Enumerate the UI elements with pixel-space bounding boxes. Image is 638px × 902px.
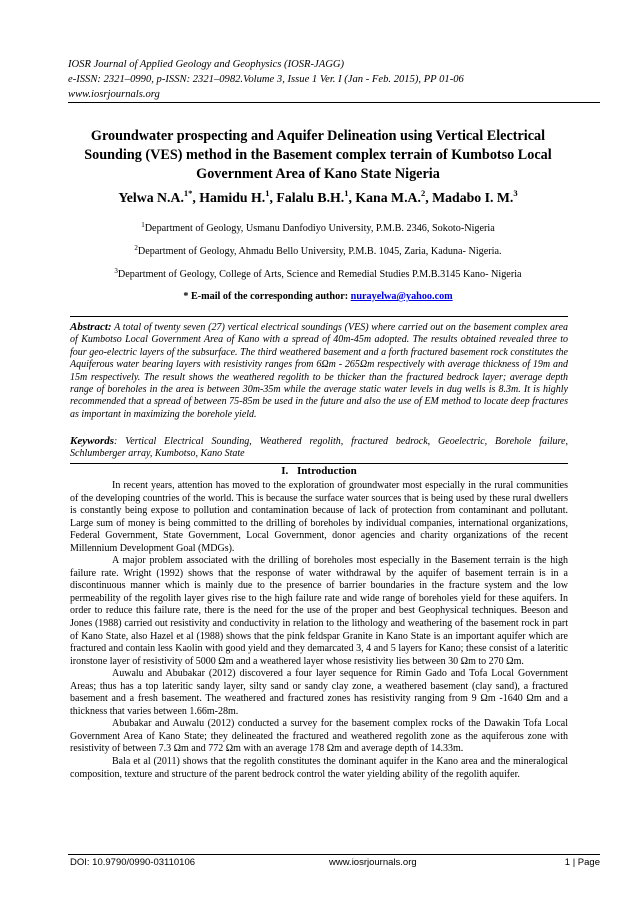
author-list [70,188,566,206]
affiliation-3 [70,267,566,280]
header-divider [68,102,600,103]
journal-name: IOSR Journal of Applied Geology and Geophysics (IOSR-JAGG) [68,59,345,70]
author-name: Yelwa N.A. [118,190,184,205]
paper-title: Groundwater prospecting and Aquifer Delineation using Vertical Electrical Sounding (VES) method in the Basement complex terrain of Kumbotso Local Government Area of Kano State Nigeria [84,128,552,182]
affiliation-marker: 2 [134,244,138,252]
author-separator: , [348,190,356,205]
footer-website: www.iosrjournals.org [329,857,417,868]
affiliation-text: Department of Geology, Usmanu Danfodiyo University, P.M.B. 2346, Sokoto-Nigeria [144,223,495,234]
keywords [70,435,568,461]
affiliation-2 [70,244,566,257]
author-name: Madabo I. M. [432,190,514,205]
author-separator: , [269,190,277,205]
abstract [70,321,568,421]
author-affiliation-marker: 1 [344,188,349,198]
paragraph: Abubakar and Auwalu (2012) conducted a survey for the basement complex rocks of the Dawakin Tofa Local Government Area of Kano State; they delineated the fractured and weathered regolith zone as the aquiferous zone with resistivity of between 7.3 Ωm and 772 Ωm with an average 178 Ωm and average depth of 14.33m. [70,718,568,755]
author-affiliation-marker: 1 [265,188,270,198]
affiliation-marker: 1 [141,221,145,229]
author-separator: , [425,190,433,205]
paragraph: A major problem associated with the drilling of boreholes most especially in the Basement terrain is the high failure rate. Wright (1992) shows that the response of water withdrawal by the aquifer of basement terrain is in a discontinuous manner which is mainly due to the presence of barrier boundaries in the fracture system and the low permeability of the regolith layer gives rise to the high failure rate and wide range of boreholes yield for these aquifers. In order to reduce this failure rate, there is the need for the use of the proper and best Geophysical techniques. Beeson and Jones (1988) carried out resistivity and conductivity in relation to the lithology and weathering of the basement rock in part of Kano State, also Hazel et al (1988) shows that the pink feldspar Granite in Kano State is an important aquifer which are fractured and contain less Kaolin with good yield and they demarcated 3, 4 and 5 layers for Kano; these consist of a lateritic ironstone layer of resistivity of 5000 Ωm and a weathered layer whose resistivity lies between 30 Ωm to 270 Ωm. [70,555,568,667]
body-text [70,480,568,781]
author-affiliation-marker: 2 [420,188,426,198]
section-number: I. [281,465,289,477]
journal-website: www.iosrjournals.org [68,89,160,100]
author-separator: , [192,190,200,205]
affiliation-text: Department of Geology, College of Arts, Science and Remedial Studies P.M.B.3145 Kano- Nigeria [117,269,522,280]
abstract-text: A total of twenty seven (27) vertical electrical soundings (VES) where carried out on the basement complex area of Kumbotso Local Government Area of Kano with a spread of 40m-45m adopted. The results obtained revealed three to four geo-electric layers of the subsurface. The third weathered basement and a forth fractured basement rock constitutes the Aquiferous water bearing layers with resistivity ranges from 6Ωm - 265Ωm respectively with average thickness of 19m and 15m respectively. The result shows the weathered regolith to be thicker than the fractured bedrock layer; average depth range of boreholes in the area is between 30m-35m while the average static water levels in dug wells is 8.3m. It is highly recommended that a spread of between 75-85m be used in the future and also the use of EM method to locate deep fractures as important in maximizing the borehole yield. [70,322,568,420]
section-title: Introduction [297,465,357,477]
email-label: * E-mail of the corresponding author: [183,291,349,302]
keywords-label: Keywords [70,435,114,447]
abstract-top-divider [70,316,568,317]
section-heading [70,465,568,477]
email-link[interactable]: nurayelwa@yahoo.com [350,291,453,302]
paragraph: Bala et al (2011) shows that the regolith constitutes the dominant aquifer in the Kano area and the mineralogical composition, texture and structure of the parent bedrock control the water yielding ability of the regolith aquifer. [70,756,568,780]
footer-page-number: 1 | Page [564,857,600,868]
abstract-label: Abstract: [70,321,112,333]
author-name: Kana M.A. [355,190,421,205]
footer-divider [68,854,600,855]
journal-issn-line: e-ISSN: 2321–0990, p-ISSN: 2321–0982.Volume 3, Issue 1 Ver. I (Jan - Feb. 2015), PP 01-06 [68,74,464,85]
footer-doi: DOI: 10.9790/0990-03110106 [70,857,196,868]
paragraph: In recent years, attention has moved to the exploration of groundwater most especially in the rural communities of the developing countries of the world. This is because the surface water sources that is being used by these rural dwellers is constantly being expose to pollution and contamination because of lack of protection from contaminant and pollutant. Large sum of money is being committed to the drilling of boreholes by individual companies, international organizations, Federal Government, State Government, Local Government, donor agencies and charity organizations of the recent Millennium Development Goal (MDGs). [70,480,568,554]
author-affiliation-marker: 1* [183,188,193,198]
affiliation-1 [70,221,566,234]
corresponding-author [70,291,566,302]
affiliation-text: Department of Geology, Ahmadu Bello University, P.M.B. 1045, Zaria, Kaduna- Nigeria. [137,246,502,257]
paragraph: Auwalu and Abubakar (2012) discovered a four layer sequence for Rimin Gado and Tofa Local Government Areas; thus has a top lateritic sandy layer, silty sand or sandy clay zone, a weathered basement (clay sand), a fractured basement and a fresh basement. The weathered and fractured zones has resistivity ranging from 9 Ωm -1640 Ωm and a thickness that varies between 1.66m-28m. [70,668,568,717]
affiliation-marker: 3 [114,267,118,275]
keywords-text: : Vertical Electrical Sounding, Weathered regolith, fractured bedrock, Geoelectric, Borehole failure, Schlumberger array, Kumbotso, Kano State [70,436,568,460]
abstract-bottom-divider [70,463,568,464]
author-name: Hamidu H. [199,190,266,205]
author-affiliation-marker: 3 [513,188,518,198]
author-name: Falalu B.H. [276,190,345,205]
journal-header [68,57,603,102]
